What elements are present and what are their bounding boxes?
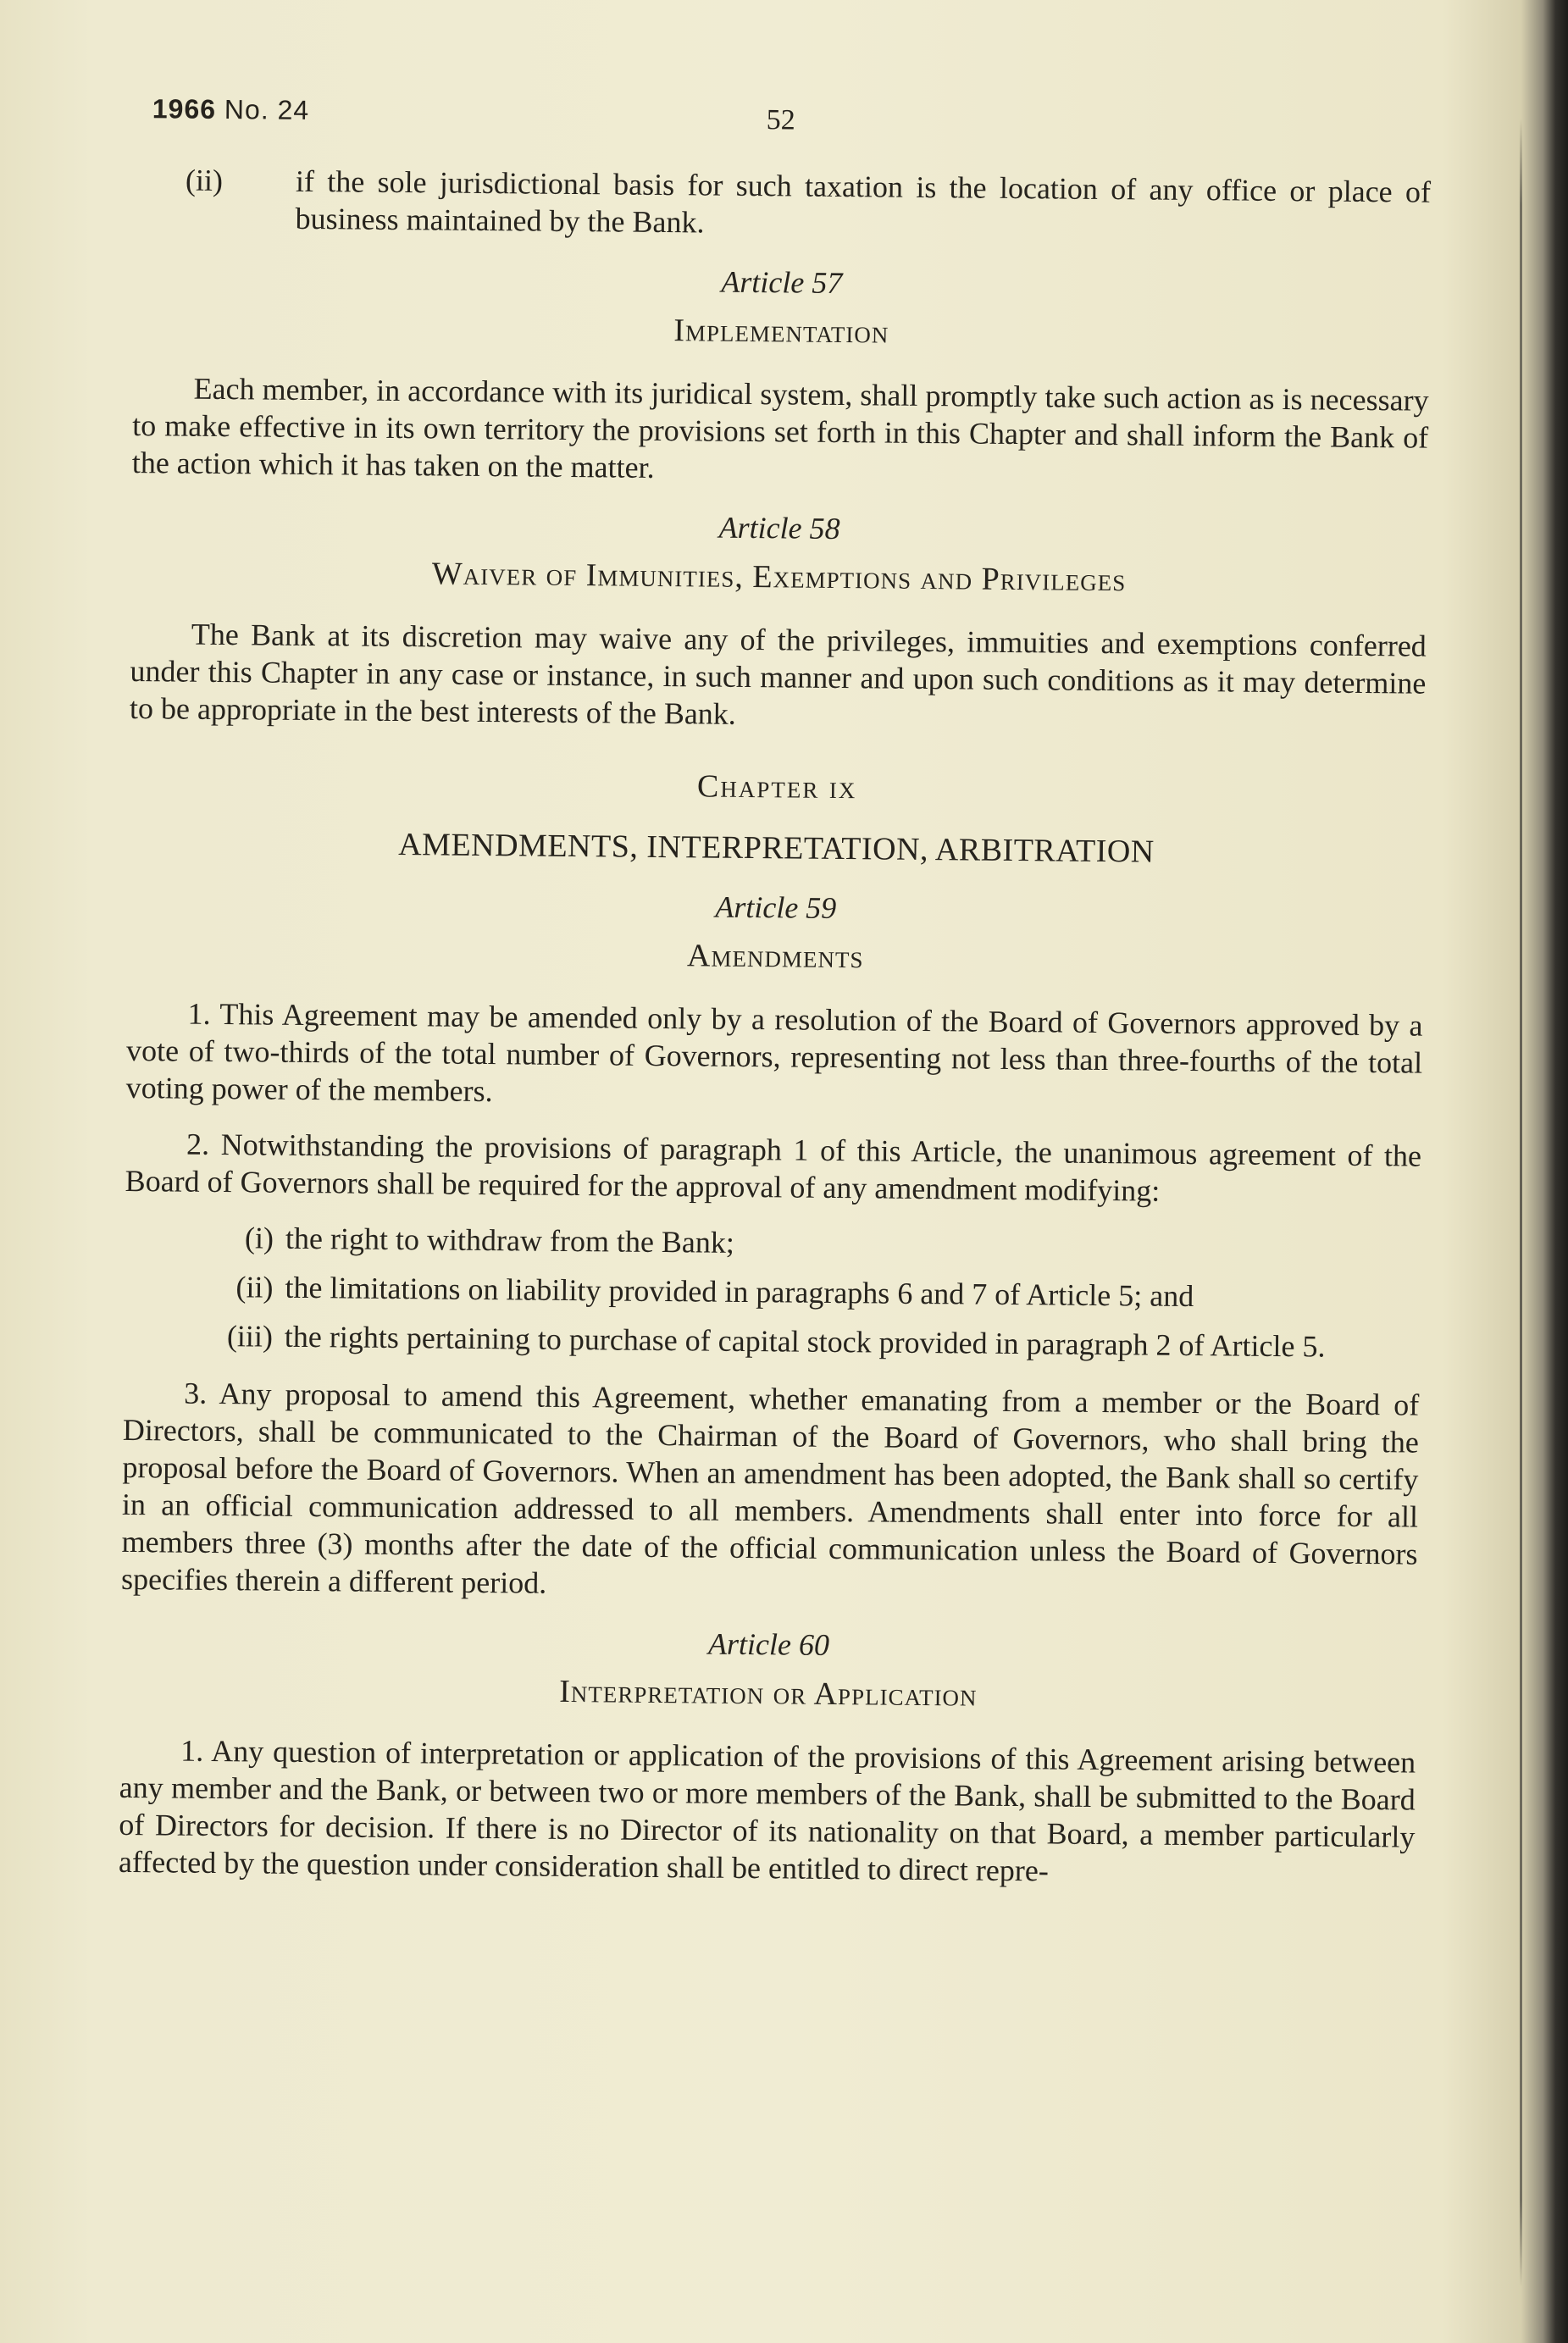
running-head [152, 93, 310, 126]
item-marker: (i) [244, 1221, 274, 1255]
article-58-body: The Bank at its discretion may waive any of the privileges, immuities and exemptions conferred under this Chapter in any case or instance, in such manner and upon such conditions as it may determine to be appropriate in the best interests of the Bank. [129, 617, 1427, 731]
page-content [119, 93, 1432, 1912]
item-marker: (ii) [185, 163, 224, 197]
book-spine-shadow [1520, 119, 1522, 2287]
article-60-title: Interpretation or Application [559, 1673, 978, 1714]
article-57-body: Each member, in accordance with its juridical system, shall promptly take such action as is necessary to make effective in its own territory the provisions set forth in this Chapter and shall inform the Bank of the action which it has taken on the matter. [131, 371, 1429, 485]
page-header [135, 93, 1432, 174]
item-text: the limitations on liability provided in paragraphs 6 and 7 of Article 5; and [285, 1270, 1194, 1314]
article-57-title: Implementation [673, 313, 889, 351]
item-text: the rights pertaining to purchase of capital stock provided in paragraph 2 of Article 5. [284, 1319, 1326, 1364]
chapter-title: AMENDMENTS, INTERPRETATION, ARBITRATION [398, 827, 1155, 870]
article-58-title: Waiver of Immunities, Exemptions and Privileges [431, 556, 1127, 599]
continued-list-item [134, 161, 1431, 248]
article-60-para-1: 1. Any question of interpretation or application of the provisions of this Agreement arising between any member and the Bank, or between two or more members of the Bank, shall be submitted to the Board of Directors for decision. If there is no Director of its nationality on that Board, a member particularly affected by the question under consideration shall be entitled to direct repre- [118, 1733, 1416, 1888]
chapter-number: Chapter ix [696, 768, 857, 806]
running-number: No. 24 [224, 94, 310, 125]
list-item [124, 1316, 1420, 1366]
list-item [124, 1267, 1420, 1317]
article-59-para-1: 1. This Agreement may be amended only by a resolution of the Board of Governors approved by a vote of two-thirds of the total number of Governors, representing not less than three-fourths of the total voting power of the members. [125, 996, 1423, 1109]
article-59-para-3: 3. Any proposal to amend this Agreement, whether emanating from a member or the Board of Directors, shall be communicated to the Chairman of the Board of Governors, who shall bring the proposal before the Board of Governors. When an amendment has been adopted, the Bank shall so certify in an official communication addressed to all members. Amendments shall enter into force for all members three (3) months after the date of the official communication unless the Board of Governors specifies therein a different period. [120, 1376, 1420, 1600]
article-58-number: Article 58 [718, 510, 840, 546]
body-text [119, 161, 1431, 1893]
item-marker: (iii) [226, 1319, 274, 1354]
article-57-number: Article 57 [721, 264, 843, 301]
item-text: if the sole jurisdictional basis for such taxation is the location of any office or place of business maintained by the Bank. [295, 163, 1432, 240]
article-59-para-2: 2. Notwithstanding the provisions of paragraph 1 of this Article, the unanimous agreement of the Board of Governors shall be required for the approval of any amendment modifying: [125, 1127, 1422, 1208]
article-59-number: Article 59 [715, 889, 837, 925]
list-item [125, 1218, 1421, 1268]
running-year: 1966 [152, 93, 217, 125]
item-marker: (ii) [235, 1270, 274, 1304]
item-text: the right to withdraw from the Bank; [285, 1221, 735, 1260]
article-60-number: Article 60 [707, 1626, 830, 1662]
article-59-title: Amendments [686, 938, 864, 976]
page-number: 52 [766, 104, 795, 136]
